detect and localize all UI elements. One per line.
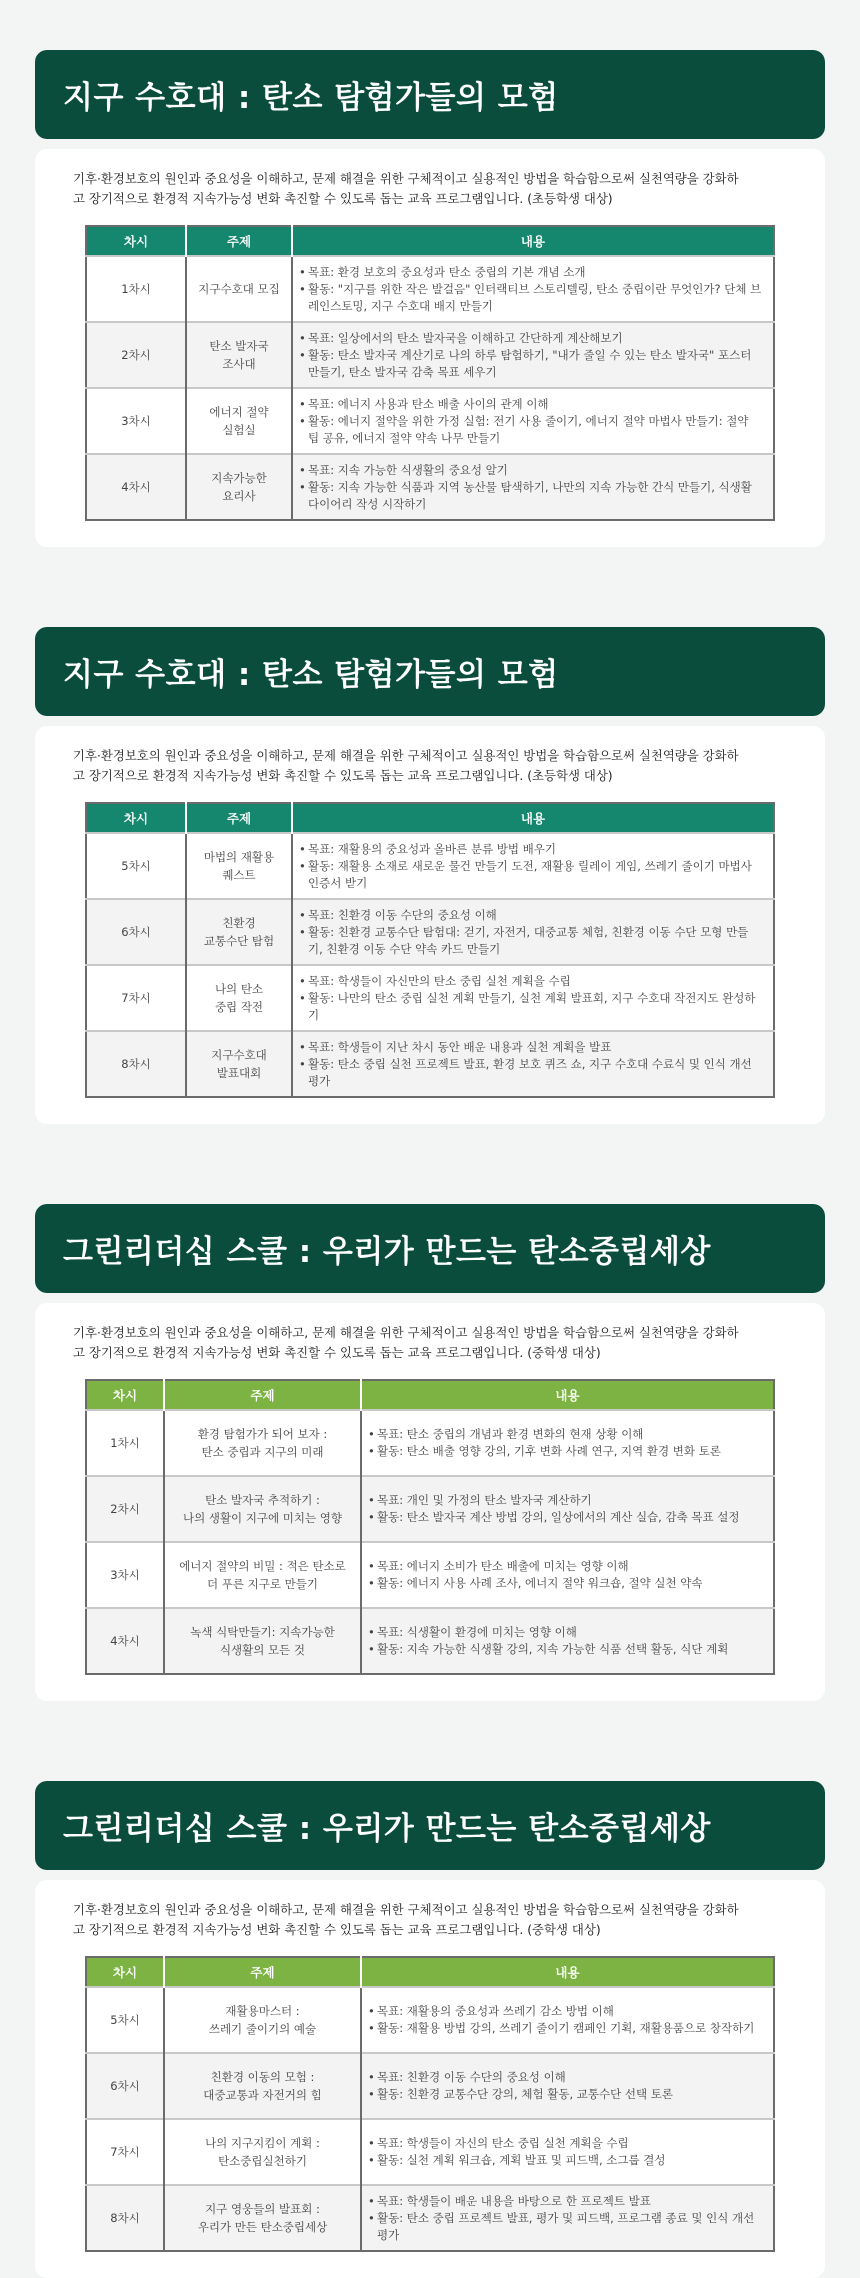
topic-cell: [186, 388, 292, 454]
header-content: 내용: [361, 1380, 774, 1410]
activity-item: • 활동: 탄소 중립 프로젝트 발표, 평가 및 피드백, 프로그램 종료 및 인식 개선 평가: [368, 2210, 763, 2244]
header-topic: 주제: [164, 1957, 361, 1987]
section-banner: [35, 1204, 825, 1293]
topic-cell: [164, 2185, 361, 2251]
table-row: [86, 454, 774, 520]
content-cell: [361, 1608, 774, 1674]
table-row: [86, 1608, 774, 1674]
program-intro: [73, 1900, 787, 1940]
table-row: [86, 1031, 774, 1097]
table-header-row: [86, 803, 774, 833]
content-cell: [361, 2053, 774, 2119]
topic-line: 환경 탐험가가 되어 보자 :: [197, 1427, 328, 1441]
session-cell: 1차시: [86, 1410, 164, 1476]
session-cell: 8차시: [86, 1031, 186, 1097]
topic-line: 쓰레기 줄이기의 예술: [208, 2022, 317, 2036]
activity-item: • 활동: 에너지 사용 사례 조사, 에너지 절약 워크숍, 절약 실천 약속: [368, 1575, 763, 1592]
topic-line: 에너지 절약: [209, 405, 269, 419]
intro-line: 기후·환경보호의 원인과 중요성을 이해하고, 문제 해결을 위한 구체적이고 실용적인 방법을 학습함으로써 실천역량을 강화하: [73, 1325, 739, 1340]
topic-line: 대중교통과 자전거의 힘: [203, 2088, 322, 2102]
curriculum-table: [85, 1956, 775, 2252]
program-section-1: [35, 50, 825, 547]
goal-item: • 목표: 학생들이 배운 내용을 바탕으로 한 프로젝트 발표: [368, 2193, 763, 2210]
topic-line: 친환경 이동의 모험 :: [210, 2070, 315, 2084]
intro-line: 고 장기적으로 환경적 지속가능성 변화 촉진할 수 있도록 돕는 교육 프로그램입니다. (초등학생 대상): [73, 768, 613, 783]
table-row: [86, 1542, 774, 1608]
table-header-row: [86, 1380, 774, 1410]
goal-item: • 목표: 환경 보호의 중요성과 탄소 중립의 기본 개념 소개: [299, 264, 763, 281]
activity-item: • 활동: 나만의 탄소 중립 실천 계획 만들기, 실천 계획 발표회, 지구 수호대 작전지도 완성하기: [299, 990, 763, 1024]
section-title: 지구 수호대 : 탄소 탐험가들의 모험: [63, 80, 559, 116]
table-header-row: [86, 226, 774, 256]
activity-item: • 활동: 지속 가능한 식생활 강의, 지속 가능한 식품 선택 활동, 식단 계획: [368, 1641, 763, 1658]
header-session: 차시: [86, 803, 186, 833]
content-cell: [292, 256, 774, 322]
topic-line: 더 푸른 지구로 만들기: [207, 1577, 318, 1591]
session-cell: 3차시: [86, 388, 186, 454]
table-row: [86, 1987, 774, 2053]
program-section-4: [35, 1781, 825, 2278]
content-cell: [361, 1542, 774, 1608]
program-intro: [73, 746, 787, 786]
session-cell: 6차시: [86, 899, 186, 965]
section-title: 그린리더십 스쿨 : 우리가 만드는 탄소중립세상: [63, 1234, 711, 1270]
table-row: [86, 322, 774, 388]
section-card: [35, 149, 825, 547]
topic-line: 우리가 만든 탄소중립세상: [197, 2220, 328, 2234]
content-cell: [292, 833, 774, 899]
topic-cell: [164, 1987, 361, 2053]
session-cell: 1차시: [86, 256, 186, 322]
section-card: [35, 1303, 825, 1701]
content-cell: [292, 1031, 774, 1097]
topic-line: 식생활의 모든 것: [219, 1643, 306, 1657]
goal-item: • 목표: 학생들이 자신만의 탄소 중립 실천 계획을 수립: [299, 973, 763, 990]
activity-item: • 활동: 친환경 교통수단 강의, 체험 활동, 교통수단 선택 토론: [368, 2086, 763, 2103]
activity-item: • 활동: 실천 계획 워크숍, 계획 발표 및 피드백, 소그룹 결성: [368, 2152, 763, 2169]
activity-item: • 활동: 에너지 절약을 위한 가정 실험: 전기 사용 줄이기, 에너지 절약 마법사 만들기: 절약 팁 공유, 에너지 절약 약속 나무 만들기: [299, 413, 763, 447]
activity-item: • 활동: "지구를 위한 작은 발걸음" 인터랙티브 스토리텔링, 탄소 중립이란 무엇인가? 단체 브레인스토밍, 지구 수호대 배지 만들기: [299, 281, 763, 315]
goal-item: • 목표: 지속 가능한 식생활의 중요성 알기: [299, 462, 763, 479]
program-section-3: [35, 1204, 825, 1701]
table-row: [86, 1476, 774, 1542]
table-row: [86, 388, 774, 454]
section-title: 그린리더십 스쿨 : 우리가 만드는 탄소중립세상: [63, 1811, 711, 1847]
activity-item: • 활동: 재활용 방법 강의, 쓰레기 줄이기 캠페인 기획, 재활용품으로 창작하기: [368, 2020, 763, 2037]
topic-cell: [164, 1542, 361, 1608]
topic-cell: [186, 965, 292, 1031]
header-session: 차시: [86, 1380, 164, 1410]
section-title: 지구 수호대 : 탄소 탐험가들의 모험: [63, 657, 559, 693]
topic-line: 조사대: [222, 357, 256, 371]
program-intro: [73, 1323, 787, 1363]
topic-line: 지구 영웅들의 발표회 :: [205, 2202, 320, 2216]
activity-item: • 활동: 탄소 중립 실천 프로젝트 발표, 환경 보호 퀴즈 쇼, 지구 수호대 수료식 및 인식 개선 평가: [299, 1056, 763, 1090]
section-banner: [35, 627, 825, 716]
topic-cell: [164, 1410, 361, 1476]
topic-cell: [164, 1476, 361, 1542]
content-cell: [361, 2119, 774, 2185]
topic-cell: [186, 899, 292, 965]
topic-line: 친환경: [222, 916, 256, 930]
program-intro: [73, 169, 787, 209]
goal-item: • 목표: 친환경 이동 수단의 중요성 이해: [368, 2069, 763, 2086]
curriculum-table: [85, 225, 775, 521]
topic-line: 중립 작전: [214, 1000, 264, 1014]
intro-line: 고 장기적으로 환경적 지속가능성 변화 촉진할 수 있도록 돕는 교육 프로그램입니다. (중학생 대상): [73, 1345, 601, 1360]
goal-item: • 목표: 재활용의 중요성과 쓰레기 감소 방법 이해: [368, 2003, 763, 2020]
topic-line: 나의 지구지킴이 계획 :: [205, 2136, 320, 2150]
goal-item: • 목표: 에너지 사용과 탄소 배출 사이의 관계 이해: [299, 396, 763, 413]
table-row: [86, 2185, 774, 2251]
header-content: 내용: [292, 803, 774, 833]
topic-line: 녹색 식탁만들기: 지속가능한: [190, 1625, 335, 1639]
goal-item: • 목표: 학생들이 자신의 탄소 중립 실천 계획을 수립: [368, 2135, 763, 2152]
session-cell: 5차시: [86, 833, 186, 899]
intro-line: 기후·환경보호의 원인과 중요성을 이해하고, 문제 해결을 위한 구체적이고 실용적인 방법을 학습함으로써 실천역량을 강화하: [73, 1902, 739, 1917]
content-cell: [292, 899, 774, 965]
topic-line: 퀘스트: [222, 868, 256, 882]
curriculum-table: [85, 802, 775, 1098]
table-row: [86, 2119, 774, 2185]
topic-cell: [186, 1031, 292, 1097]
topic-cell: [164, 2119, 361, 2185]
intro-line: 기후·환경보호의 원인과 중요성을 이해하고, 문제 해결을 위한 구체적이고 실용적인 방법을 학습함으로써 실천역량을 강화하: [73, 171, 739, 186]
topic-line: 에너지 절약의 비밀 : 적은 탄소로: [179, 1559, 346, 1573]
topic-line: 탄소 중립과 지구의 미래: [201, 1445, 324, 1459]
topic-line: 지속가능한: [211, 471, 267, 485]
topic-line: 재활용마스터 :: [225, 2004, 300, 2018]
section-banner: [35, 1781, 825, 1870]
activity-item: • 활동: 탄소 배출 영향 강의, 기후 변화 사례 연구, 지역 환경 변화 토론: [368, 1443, 763, 1460]
section-card: [35, 1880, 825, 2278]
header-content: 내용: [361, 1957, 774, 1987]
goal-item: • 목표: 친환경 이동 수단의 중요성 이해: [299, 907, 763, 924]
topic-line: 지구수호대 모집: [198, 282, 280, 296]
table-row: [86, 833, 774, 899]
header-topic: 주제: [186, 803, 292, 833]
topic-cell: [186, 322, 292, 388]
session-cell: 7차시: [86, 965, 186, 1031]
goal-item: • 목표: 개인 및 가정의 탄소 발자국 계산하기: [368, 1492, 763, 1509]
activity-item: • 활동: 탄소 발자국 계산기로 나의 하루 탐험하기, "내가 줄일 수 있는 탄소 발자국" 포스터 만들기, 탄소 발자국 감축 목표 세우기: [299, 347, 763, 381]
session-cell: 8차시: [86, 2185, 164, 2251]
topic-cell: [186, 454, 292, 520]
goal-item: • 목표: 식생활이 환경에 미치는 영향 이해: [368, 1624, 763, 1641]
goal-item: • 목표: 탄소 중립의 개념과 환경 변화의 현재 상황 이해: [368, 1426, 763, 1443]
table-row: [86, 2053, 774, 2119]
session-cell: 4차시: [86, 1608, 164, 1674]
activity-item: • 활동: 지속 가능한 식품과 지역 농산물 탐색하기, 나만의 지속 가능한 간식 만들기, 식생활 다이어리 작성 시작하기: [299, 479, 763, 513]
topic-line: 탄소 발자국: [209, 339, 269, 353]
header-topic: 주제: [186, 226, 292, 256]
session-cell: 2차시: [86, 1476, 164, 1542]
curriculum-table: [85, 1379, 775, 1675]
session-cell: 5차시: [86, 1987, 164, 2053]
topic-line: 탄소 발자국 추적하기 :: [205, 1493, 320, 1507]
content-cell: [292, 454, 774, 520]
activity-item: • 활동: 재활용 소재로 새로운 물건 만들기 도전, 재활용 릴레이 게임, 쓰레기 줄이기 마법사 인증서 받기: [299, 858, 763, 892]
activity-item: • 활동: 탄소 발자국 계산 방법 강의, 일상에서의 계산 실습, 감축 목표 설정: [368, 1509, 763, 1526]
table-row: [86, 1410, 774, 1476]
content-cell: [292, 965, 774, 1031]
table-row: [86, 899, 774, 965]
content-cell: [361, 2185, 774, 2251]
activity-item: • 활동: 친환경 교통수단 탐험대: 걷기, 자전거, 대중교통 체험, 친환경 이동 수단 모형 만들기, 친환경 이동 수단 약속 카드 만들기: [299, 924, 763, 958]
session-cell: 6차시: [86, 2053, 164, 2119]
session-cell: 2차시: [86, 322, 186, 388]
table-row: [86, 965, 774, 1031]
session-cell: 3차시: [86, 1542, 164, 1608]
topic-cell: [164, 2053, 361, 2119]
session-cell: 7차시: [86, 2119, 164, 2185]
content-cell: [292, 322, 774, 388]
topic-cell: [186, 256, 292, 322]
topic-line: 나의 탄소: [214, 982, 264, 996]
content-cell: [361, 1987, 774, 2053]
section-card: [35, 726, 825, 1124]
topic-line: 실험실: [222, 423, 256, 437]
table-row: [86, 256, 774, 322]
goal-item: • 목표: 에너지 소비가 탄소 배출에 미치는 영향 이해: [368, 1558, 763, 1575]
session-cell: 4차시: [86, 454, 186, 520]
topic-cell: [186, 833, 292, 899]
goal-item: • 목표: 일상에서의 탄소 발자국을 이해하고 간단하게 계산해보기: [299, 330, 763, 347]
content-cell: [361, 1476, 774, 1542]
table-header-row: [86, 1957, 774, 1987]
content-cell: [292, 388, 774, 454]
intro-line: 고 장기적으로 환경적 지속가능성 변화 촉진할 수 있도록 돕는 교육 프로그램입니다. (초등학생 대상): [73, 191, 613, 206]
program-section-2: [35, 627, 825, 1124]
header-topic: 주제: [164, 1380, 361, 1410]
topic-cell: [164, 1608, 361, 1674]
intro-line: 기후·환경보호의 원인과 중요성을 이해하고, 문제 해결을 위한 구체적이고 실용적인 방법을 학습함으로써 실천역량을 강화하: [73, 748, 739, 763]
topic-line: 요리사: [222, 489, 256, 503]
goal-item: • 목표: 학생들이 지난 차시 동안 배운 내용과 실천 계획을 발표: [299, 1039, 763, 1056]
header-session: 차시: [86, 226, 186, 256]
header-session: 차시: [86, 1957, 164, 1987]
goal-item: • 목표: 재활용의 중요성과 올바른 분류 방법 배우기: [299, 841, 763, 858]
topic-line: 나의 생활이 지구에 미치는 영향: [182, 1511, 343, 1525]
header-content: 내용: [292, 226, 774, 256]
topic-line: 지구수호대: [211, 1048, 267, 1062]
topic-line: 마법의 재활용: [203, 850, 275, 864]
topic-line: 발표대회: [216, 1066, 262, 1080]
section-banner: [35, 50, 825, 139]
topic-line: 탄소중립실천하기: [218, 2154, 307, 2168]
content-cell: [361, 1410, 774, 1476]
intro-line: 고 장기적으로 환경적 지속가능성 변화 촉진할 수 있도록 돕는 교육 프로그램입니다. (중학생 대상): [73, 1922, 601, 1937]
topic-line: 교통수단 탐험: [203, 934, 275, 948]
